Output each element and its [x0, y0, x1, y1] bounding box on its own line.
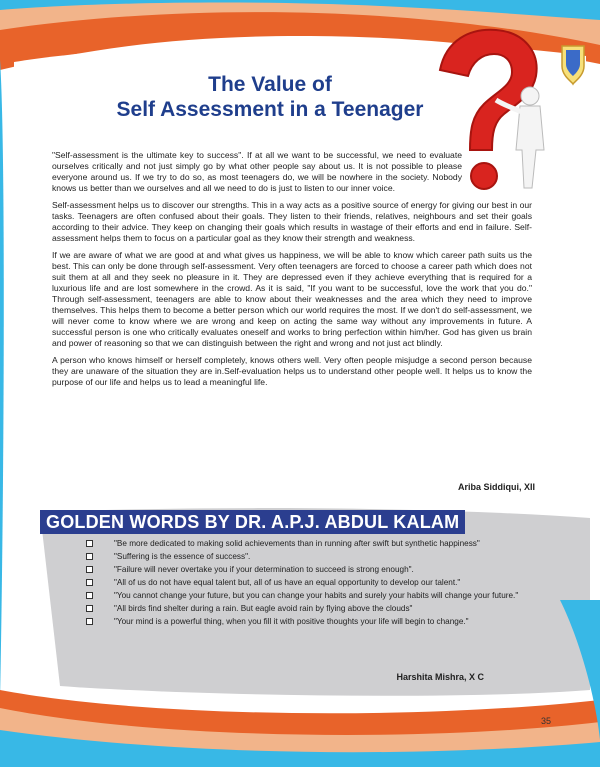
title-line-1: The Value of — [208, 73, 332, 96]
article-body — [52, 150, 532, 394]
quote-text: "Suffering is the essence of success". — [114, 552, 251, 561]
quote-text: "All of us do not have equal talent but, all of us have an equal opportunity to develop our talent." — [114, 578, 461, 587]
quote-item — [86, 538, 546, 549]
quote-item — [86, 577, 546, 588]
quote-text: "Your mind is a powerful thing, when you fill it with positive thoughts your life will begin to change." — [114, 617, 469, 626]
quote-text: "All birds find shelter during a rain. But eagle avoid rain by flying above the clouds" — [114, 604, 413, 613]
quote-text: "Failure will never overtake you if your determination to succeed is strong enough". — [114, 565, 414, 574]
quote-item — [86, 564, 546, 575]
quotes-author: Harshita Mishra, X C — [396, 672, 484, 682]
quote-text: "You cannot change your future, but you can change your habits and surely your habits will change your future." — [114, 591, 519, 600]
article-paragraph-4: A person who knows himself or herself completely, knows others well. Very often people misjudge a second person because they are unaware of the situation they are in.Self-evaluation helps us to understand other people well. It helps us to know the purpose of our life and helps us to lead a meaningful life. — [52, 355, 532, 387]
golden-words-banner: GOLDEN WORDS BY DR. A.P.J. ABDUL KALAM — [40, 510, 465, 534]
article-author: Ariba Siddiqui, XII — [457, 482, 535, 492]
checkbox-bullet-icon — [86, 579, 93, 586]
checkbox-bullet-icon — [86, 566, 93, 573]
quote-item — [86, 616, 546, 627]
checkbox-bullet-icon — [86, 553, 93, 560]
page-title — [60, 72, 480, 122]
quote-item — [86, 590, 546, 601]
title-line-2: Self Assessment in a Teenager — [116, 98, 424, 121]
article-paragraph-2: Self-assessment helps us to discover our strengths. This in a way acts as a positive source of energy for giving our best in our tasks. Teenagers are often confused about their goals. They listen to their friends, relatives, neighbours and set their goals according to their advice. They keep on changing their goals which results in wastage of their efforts and end in failure. Self-assessment helps them to focus on a particular goal as they know their strength and weakness. — [52, 200, 532, 243]
checkbox-bullet-icon — [86, 592, 93, 599]
checkbox-bullet-icon — [86, 618, 93, 625]
quote-text: "Be more dedicated to making solid achievements than in running after swift but synthetic happiness" — [114, 539, 480, 548]
page-number: 35 — [540, 716, 551, 726]
quotes-list — [86, 538, 546, 629]
checkbox-bullet-icon — [86, 605, 93, 612]
quote-item — [86, 551, 546, 562]
checkbox-bullet-icon — [86, 540, 93, 547]
article-paragraph-1: "Self-assessment is the ultimate key to success". If at all we want to be successful, we need to evaluate ourselves critically and not just simply go by what other people say about us. It is not possible to please everyone around us. If we try to do so, as most teenagers do, we will be nowhere in the society. Nobody knows us better than we ourselves and all we need to do is just to listen to our inner voice. — [52, 150, 462, 193]
left-strip — [0, 60, 4, 700]
article-paragraph-3: If we are aware of what we are good at and what gives us happiness, we will be able to know which career path suits us the best. This can only be done through self-assessment. Very often teenagers are forced to choose a career path which does not suit them at all and they seek no pleasure in it. They are depressed even if they achieve everything that is required for a luxurious life and are lost somewhere in the crowd. As it is said, "If you want to be successful, love the work that you do." Through self-assessment, teenagers are able to know about their weaknesses and the area which they need to improve themselves. This helps them to become a better person which our world requires the most. If we don't do self-assessment, we will never come to know where we are wrong and keep on acting the same way without any improvements in future. A successful person is one who critically evaluates oneself and works to bring perfection within him/her. God has given us brain and power of reasoning so that we can distinguish between the right and wrong and not just act blindly. — [52, 250, 532, 348]
quote-item — [86, 603, 546, 614]
